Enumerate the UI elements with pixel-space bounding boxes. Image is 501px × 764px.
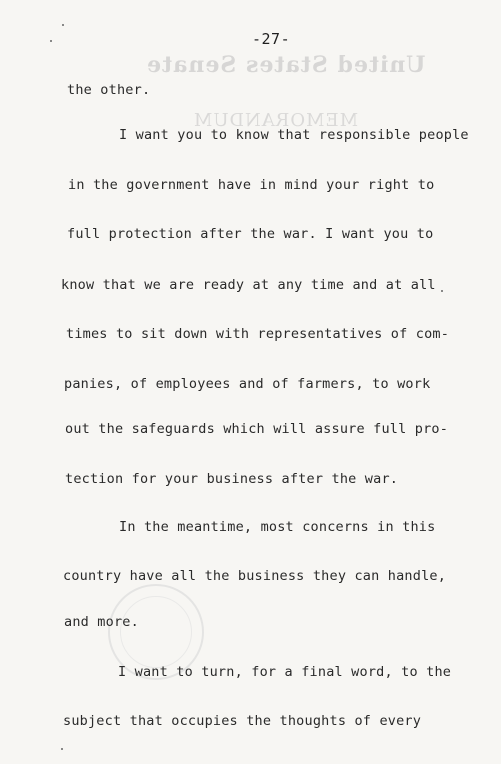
text-line: the other. xyxy=(67,82,151,98)
paper-speck xyxy=(50,40,52,42)
text-line: country have all the business they can handle, xyxy=(63,568,447,584)
paper-speck xyxy=(61,748,63,750)
text-line: In the meantime, most concerns in this xyxy=(119,519,436,535)
text-line: and more. xyxy=(64,614,139,630)
text-line: full protection after the war. I want you to xyxy=(67,226,434,242)
text-line: know that we are ready at any time and at all xyxy=(61,277,436,293)
bleed-through-memorandum: MEMORANDUM xyxy=(193,110,359,131)
text-line: times to sit down with representatives of com- xyxy=(66,326,450,342)
text-line: panies, of employees and of farmers, to work xyxy=(64,376,431,392)
text-line: I want you to know that responsible people xyxy=(119,127,469,143)
text-line: out the safeguards which will assure full pro- xyxy=(65,421,449,437)
text-line: I want to turn, for a final word, to the xyxy=(118,664,452,680)
text-line: subject that occupies the thoughts of every xyxy=(63,713,422,729)
page-number: -27- xyxy=(252,30,291,48)
text-line: in the government have in mind your right to xyxy=(68,177,435,193)
paper-speck xyxy=(441,290,443,292)
text-line: tection for your business after the war. xyxy=(65,471,399,487)
paper-speck xyxy=(62,24,64,26)
bleed-through-letterhead: United States Senate xyxy=(146,52,426,78)
